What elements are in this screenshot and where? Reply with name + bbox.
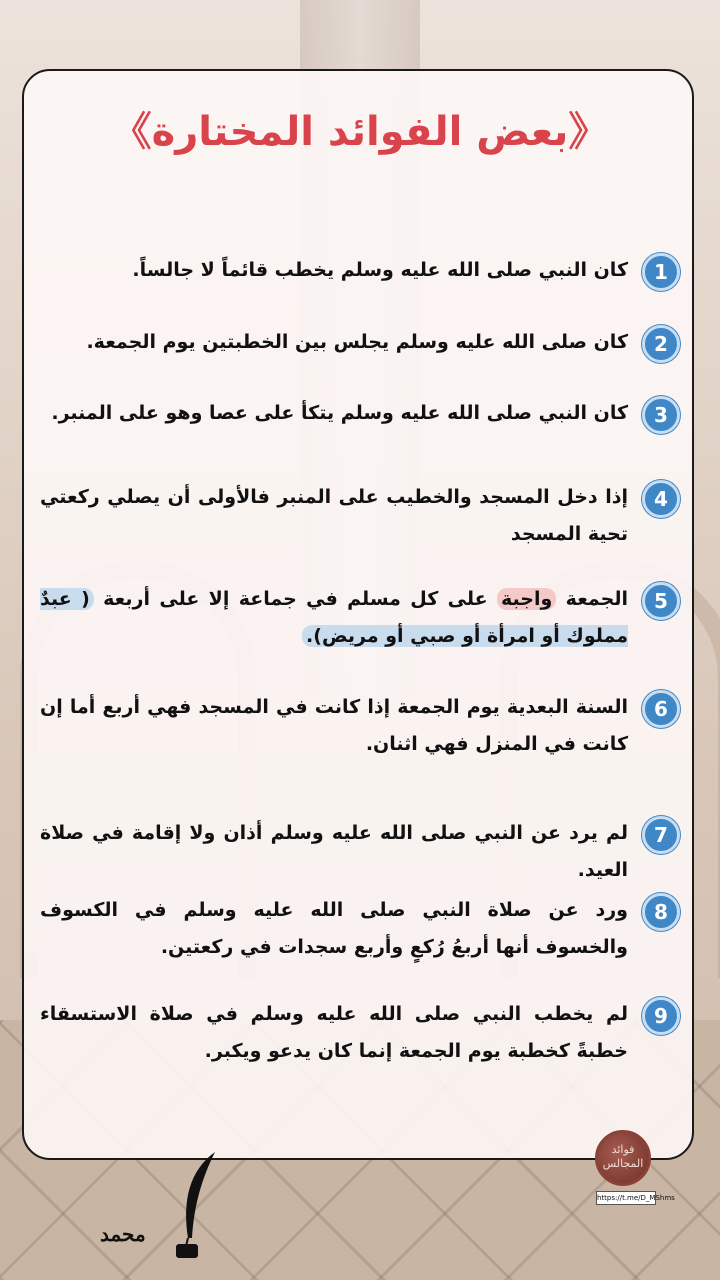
item-text: كان صلى الله عليه وسلم يجلس بين الخطبتين يوم الجمعة. — [86, 331, 628, 353]
item-text: السنة البعدية يوم الجمعة إذا كانت في المسجد فهي أربع أما إن كانت في المنزل فهي اثنان. — [40, 696, 628, 755]
wax-seal-logo: فوائد المجالس — [595, 1130, 651, 1186]
item-text: كان النبي صلى الله عليه وسلم يتكأ على عصا وهو على المنبر. — [51, 402, 628, 424]
number-badge: 2 — [642, 325, 680, 363]
quill-ink-icon — [160, 1150, 220, 1260]
highlight-exceptions: ( عبدٌ مملوك أو امرأة أو صبي أو مريض). — [40, 588, 628, 647]
item-text: كان النبي صلى الله عليه وسلم يخطب قائماً لا جالساً. — [132, 259, 628, 281]
item-text-part: الجمعة — [565, 588, 628, 610]
number-badge: 6 — [642, 690, 680, 728]
number-badge: 9 — [642, 997, 680, 1035]
number-badge: 3 — [642, 396, 680, 434]
item-text-part: على كل مسلم في جماعة إلا على أربعة — [103, 588, 488, 610]
highlight-required: واجبة — [497, 588, 556, 610]
number-badge: 4 — [642, 480, 680, 518]
number-badge: 5 — [642, 582, 680, 620]
item-text: لم يرد عن النبي صلى الله عليه وسلم أذان ولا إقامة في صلاة العيد. — [40, 822, 628, 881]
item-text: ورد عن صلاة النبي صلى الله عليه وسلم في الكسوف والخسوف أنها أربعُ رُكعٍ وأربع سجدات في ركعتين. — [40, 899, 628, 958]
item-text: لم يخطب النبي صلى الله عليه وسلم في صلاة الاستسقاء خطبةً كخطبة يوم الجمعة إنما كان يدعو ويكبر. — [40, 1003, 628, 1062]
page-title: 《بعض الفوائد المختارة》 — [111, 109, 609, 155]
number-badge: 1 — [642, 253, 680, 291]
number-badge: 8 — [642, 893, 680, 931]
number-badge: 7 — [642, 816, 680, 854]
item-text — [40, 581, 628, 655]
channel-link[interactable]: https://t.me/D_MShms — [596, 1191, 656, 1205]
item-text: إذا دخل المسجد والخطيب على المنبر فالأولى أن يصلي ركعتي تحية المسجد — [40, 486, 628, 545]
signature: محمد — [100, 1222, 146, 1246]
